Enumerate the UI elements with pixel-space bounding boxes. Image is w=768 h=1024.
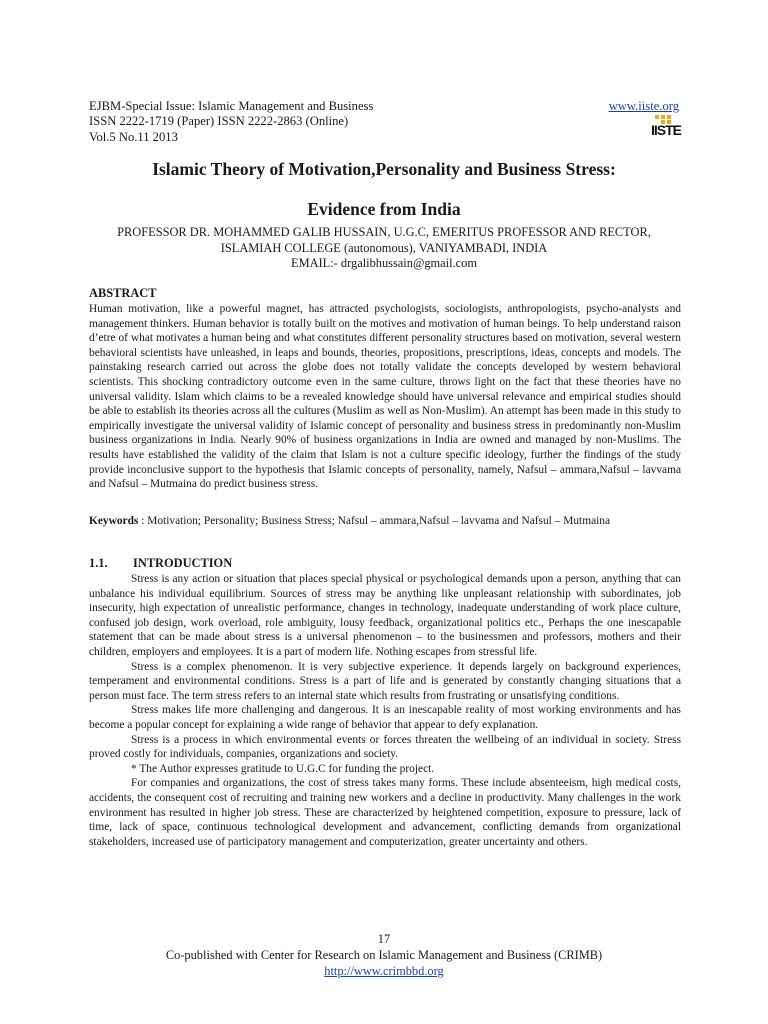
copublished-note: Co-published with Center for Research on Islamic Management and Business (CRIMB)	[165, 948, 603, 962]
logo-square	[655, 115, 659, 119]
paragraph: For companies and organizations, the cost of stress takes many forms. These include absenteeism, high medical costs, accidents, the consequent cost of recruiting and training new workers and a decline in productivity. Many challenges in the work environment has resulted in higher job stress. These are characterized by heightened competition, exposure to pressure, lack of time, lack of space, continuous technological development and advancement, conflicting demands from organizational stakeholders, increased use of participatory management and computerization, greater uncertainty and others.	[89, 777, 681, 848]
paragraph: Stress is a process in which environmental events or forces threaten the wellbeing of an individual in society. Stress proved costly for individuals, companies, organizations and society.	[89, 733, 681, 761]
iiste-logo	[651, 115, 682, 139]
journal-issn: ISSN 2222-1719 (Paper) ISSN 2222-2863 (Online)	[89, 114, 349, 129]
logo-square	[667, 115, 671, 119]
author-affiliation-line: ISLAMIAH COLLEGE (autonomous), VANIYAMBADI, INDIA	[220, 240, 548, 255]
logo-square	[661, 115, 665, 119]
journal-header	[89, 99, 682, 145]
journal-volume: Vol.5 No.11 2013	[89, 129, 178, 144]
abstract-text: Human motivation, like a powerful magnet, has attracted psychologists, sociologists, anthropologists, psycho-analysts and management thinkers. Human behavior is totally built on the motives and motivation of human beings. To help understand raison d’etre of what motivates a human being and what constitutes different personality structures based on motivation, several western behavioral scientists have unleashed, in leaps and bounds, theories, propositions, prescriptions, ideas, concepts and models. The painstaking research carried out across the globe does not totally validate the concepts developed by western behavioral scientists. This shocking contradictory outcome even in the same culture, throws light on the fact that these theories have no universal validity. Islam which claims to be a revealed knowledge should have universal relevance and empirical studies should be able to establish its theories across all the cultures (Muslim as well as Non-Muslim). An attempt has been made in this study to empirically investigate the universal validity of Islamic concept of personality and business stress in predominantly non-Muslim business organizations in India. Nearly 90% of business organizations in India are owned and managed by non-Muslims. The results have established the validity of the claim that Islam is not a culture specific ideology, further the findings of the study provide inconclusive support to the hypothesis that Islamic concepts of personality, namely, Nafsul – ammara,Nafsul – lavvama and Nafsul – Mutmaina do predict business stress.	[89, 303, 681, 491]
paper-title-line-1: Islamic Theory of Motivation,Personality and Business Stress:	[152, 159, 616, 179]
journal-name: EJBM-Special Issue: Islamic Management and Business	[89, 99, 374, 113]
page-number: 17	[377, 932, 391, 946]
keywords-list: : Motivation; Personality; Business Stress; Nafsul – ammara,Nafsul – lavvama and Nafsul – Mutmaina	[138, 515, 611, 527]
section-heading-introduction	[89, 556, 232, 571]
author-block	[0, 225, 768, 272]
paragraph: Stress is any action or situation that places special physical or psychological demands upon a person, anything that can unbalance his individual equilibrium. Sources of stress may be anything like unpleasant relationship with subordinates, job insecurity, high expectation of unrealistic performance, changes in technology, inadequate understanding of work place culture, confused job design, work overload, role ambiguity, lousy feedback, organizational politics etc., Perhaps the one inescapable statement that can be made about stress is a universal phenomenon – to the businessmen and professors, mothers and their children, employers and employees. It is a part of modern life. Nothing escapes from stressful life.	[89, 573, 681, 658]
journal-website-link[interactable]: www.iiste.org	[608, 99, 679, 113]
keywords-label: Keywords	[89, 515, 139, 527]
abstract-heading: ABSTRACT	[89, 286, 157, 300]
introduction-body	[89, 572, 681, 849]
keywords	[89, 514, 681, 529]
section-number: 1.1.	[89, 556, 108, 570]
funding-footnote: * The Author expresses gratitude to U.G.C for funding the project.	[131, 762, 435, 775]
logo-text: IISTE	[651, 122, 682, 138]
paragraph: Stress is a complex phenomenon. It is very subjective experience. It depends largely on background experiences, temperament and environmental conditions. Stress is a part of life and is generated by constantly changing situations that a person must face. The term stress refers to an internal state which results from frustrating or unsatisfying conditions.	[89, 660, 681, 702]
paragraph: Stress makes life more challenging and dangerous. It is an inescapable reality of most working environments and has become a popular concept for explaining a wide range of behavior that appear to defy explanation.	[89, 704, 681, 731]
section-title: INTRODUCTION	[133, 556, 233, 570]
crimb-website-link[interactable]: http://www.crimbbd.org	[324, 964, 444, 978]
author-email: EMAIL:- drgalibhussain@gmail.com	[291, 256, 477, 271]
author-name-line: PROFESSOR DR. MOHAMMED GALIB HUSSAIN, U.G.C, EMERITUS PROFESSOR AND RECTOR,	[117, 225, 651, 239]
paper-title-line-2: Evidence from India	[307, 199, 461, 219]
